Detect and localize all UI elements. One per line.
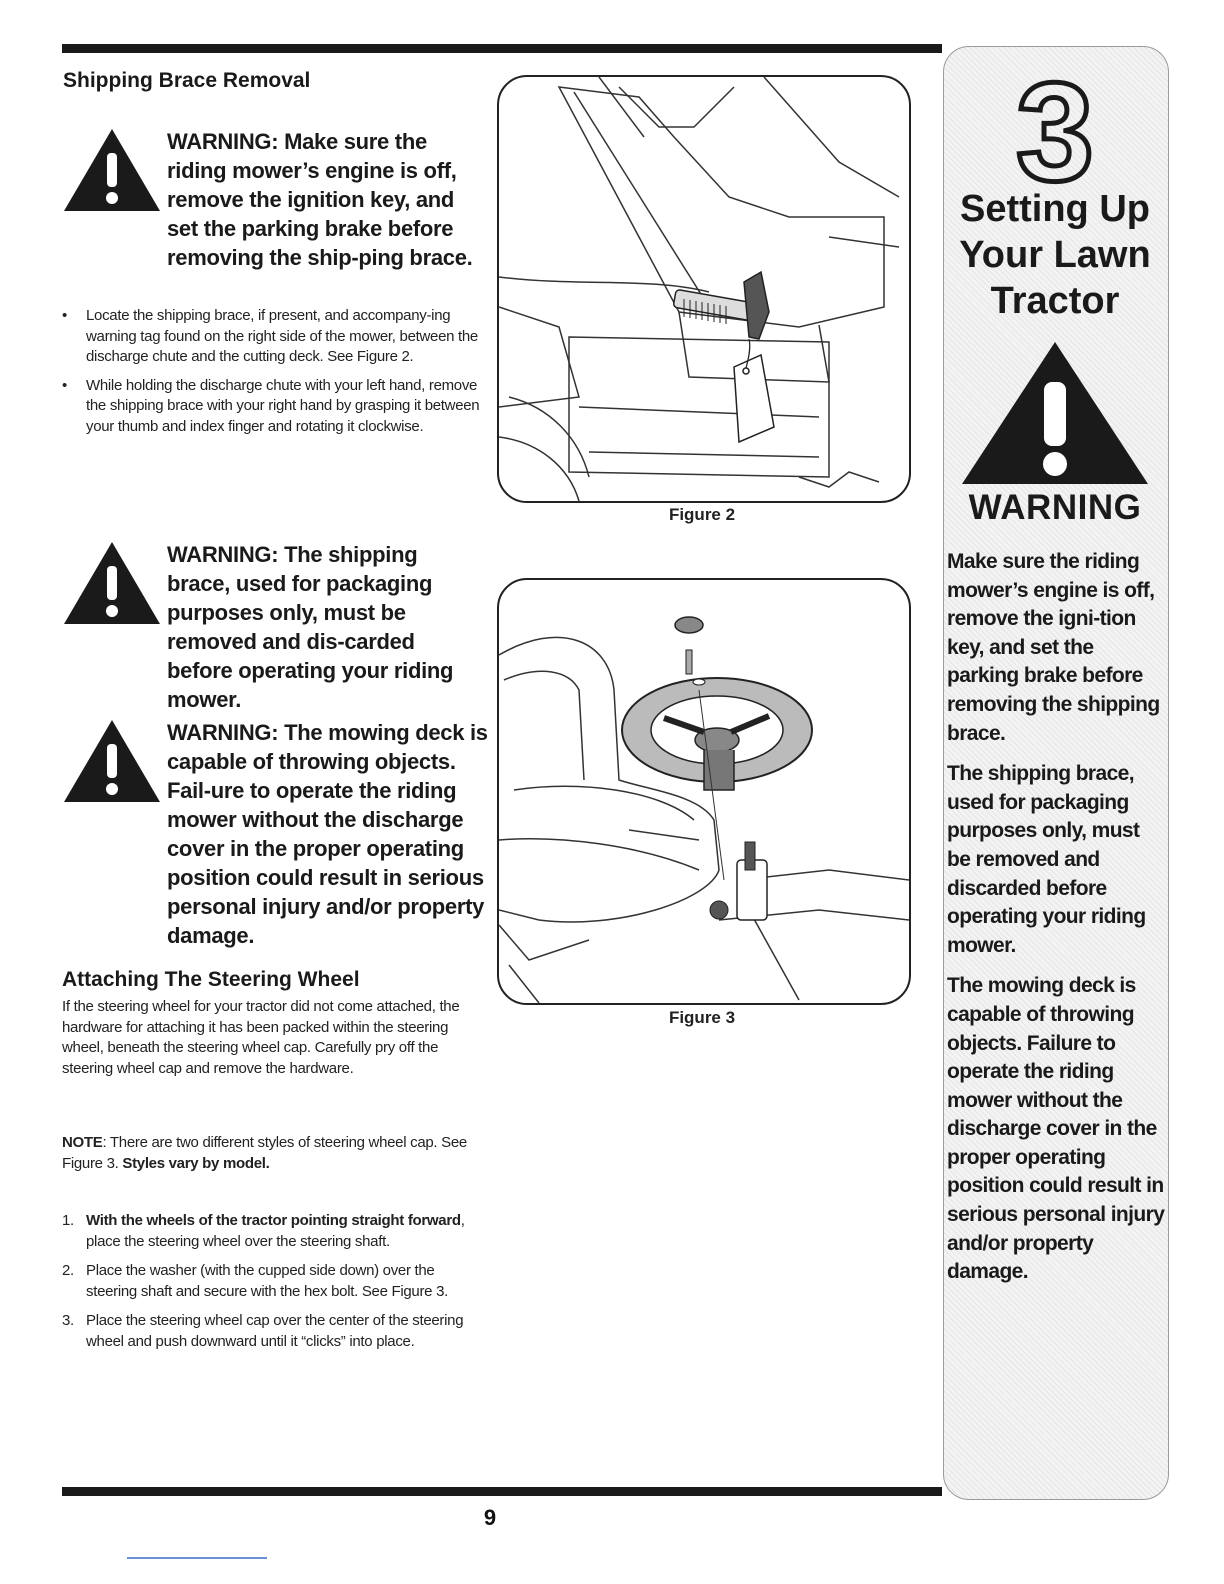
note-text: : There are two different styles of steering wheel cap. See Figure 3. — [62, 1134, 467, 1172]
list-item: • While holding the discharge chute with your left hand, remove the shipping brace with your right hand by grasping it between your thumb and index finger and rotating it clockwise. — [62, 376, 487, 438]
side-warning-paragraph-1: Make sure the riding mower’s engine is off, remove the igni-tion key, and set the parking brake before removing the shipping brace. — [947, 550, 1160, 745]
steering-steps — [62, 1211, 482, 1361]
warning-triangle-icon — [62, 540, 162, 626]
steering-intro: If the steering wheel for your tractor did not come attached, the hardware for attaching it has been packed within the steering wheel, beneath the steering wheel cap. Carefully pry off the steering wheel cap and remove the hardware. — [62, 998, 460, 1077]
shipping-brace-bullets — [62, 306, 487, 445]
warning-text-1: WARNING: Make sure the riding mower’s engine is off, remove the ignition key, and set the parking brake before removing the ship-ping brace. — [167, 129, 473, 270]
list-item: • Locate the shipping brace, if present, and accompany-ing warning tag found on the right side of the mower, between the discharge chute and the cutting deck. See Figure 2. — [62, 306, 487, 368]
bottom-rule — [62, 1487, 942, 1496]
figure-2-illustration — [497, 75, 911, 503]
chapter-title: Setting Up Your Lawn Tractor — [959, 188, 1151, 322]
steering-wheel-illustration — [499, 580, 909, 1003]
list-item: 3. Place the steering wheel cap over the center of the steering wheel and push downward until it “clicks” into place. — [62, 1312, 464, 1350]
warning-block-3 — [62, 718, 492, 950]
section-heading-steering-wheel: Attaching The Steering Wheel — [62, 968, 360, 991]
warning-text-3: WARNING: The mowing deck is capable of throwing objects. Fail-ure to operate the riding mower without the discharge cover in the proper operating position could result in serious personal injury and/or property damage. — [167, 720, 488, 948]
svg-text:3: 3 — [1016, 70, 1094, 190]
large-warning-triangle-icon — [958, 338, 1152, 488]
section-heading-shipping-brace: Shipping Brace Removal — [63, 69, 311, 92]
list-item: 2. Place the washer (with the cupped side down) over the steering shaft and secure with the hex bolt. See Figure 3. — [62, 1262, 448, 1300]
chapter-number — [943, 70, 1167, 195]
note-paragraph — [62, 1133, 472, 1174]
figure-2-caption: Figure 2 — [668, 505, 736, 524]
warning-text-2: WARNING: The shipping brace, used for packaging purposes only, must be removed and dis-carded before operating your riding mower. — [167, 542, 454, 712]
warning-triangle-icon — [62, 127, 162, 213]
figure-3-illustration — [497, 578, 911, 1005]
shipping-brace-illustration — [499, 77, 909, 501]
note-label: NOTE — [62, 1134, 103, 1151]
note-bold: Styles vary by model. — [122, 1154, 270, 1172]
warning-label: WARNING — [968, 488, 1142, 527]
side-warning-text — [947, 548, 1165, 1299]
top-rule — [62, 44, 942, 53]
list-item: 1. With the wheels of the tractor pointing straight forward, place the steering wheel over the steering shaft. — [62, 1212, 465, 1250]
side-warning-paragraph-2: The shipping brace, used for packaging purposes only, must be removed and discarded before operating your riding mower. — [947, 762, 1146, 957]
warning-block-1 — [62, 127, 482, 272]
side-warning-paragraph-3: The mowing deck is capable of throwing objects. Failure to operate the riding mower without the discharge cover in the proper operating position could result in serious personal injury and/or property damage. — [947, 974, 1165, 1284]
footer-link-underline — [127, 1557, 267, 1559]
warning-triangle-icon — [62, 718, 162, 804]
page-number: 9 — [483, 1505, 497, 1530]
warning-block-2 — [62, 540, 482, 714]
chapter-number-graphic — [943, 70, 1167, 190]
figure-3-caption: Figure 3 — [668, 1008, 736, 1027]
